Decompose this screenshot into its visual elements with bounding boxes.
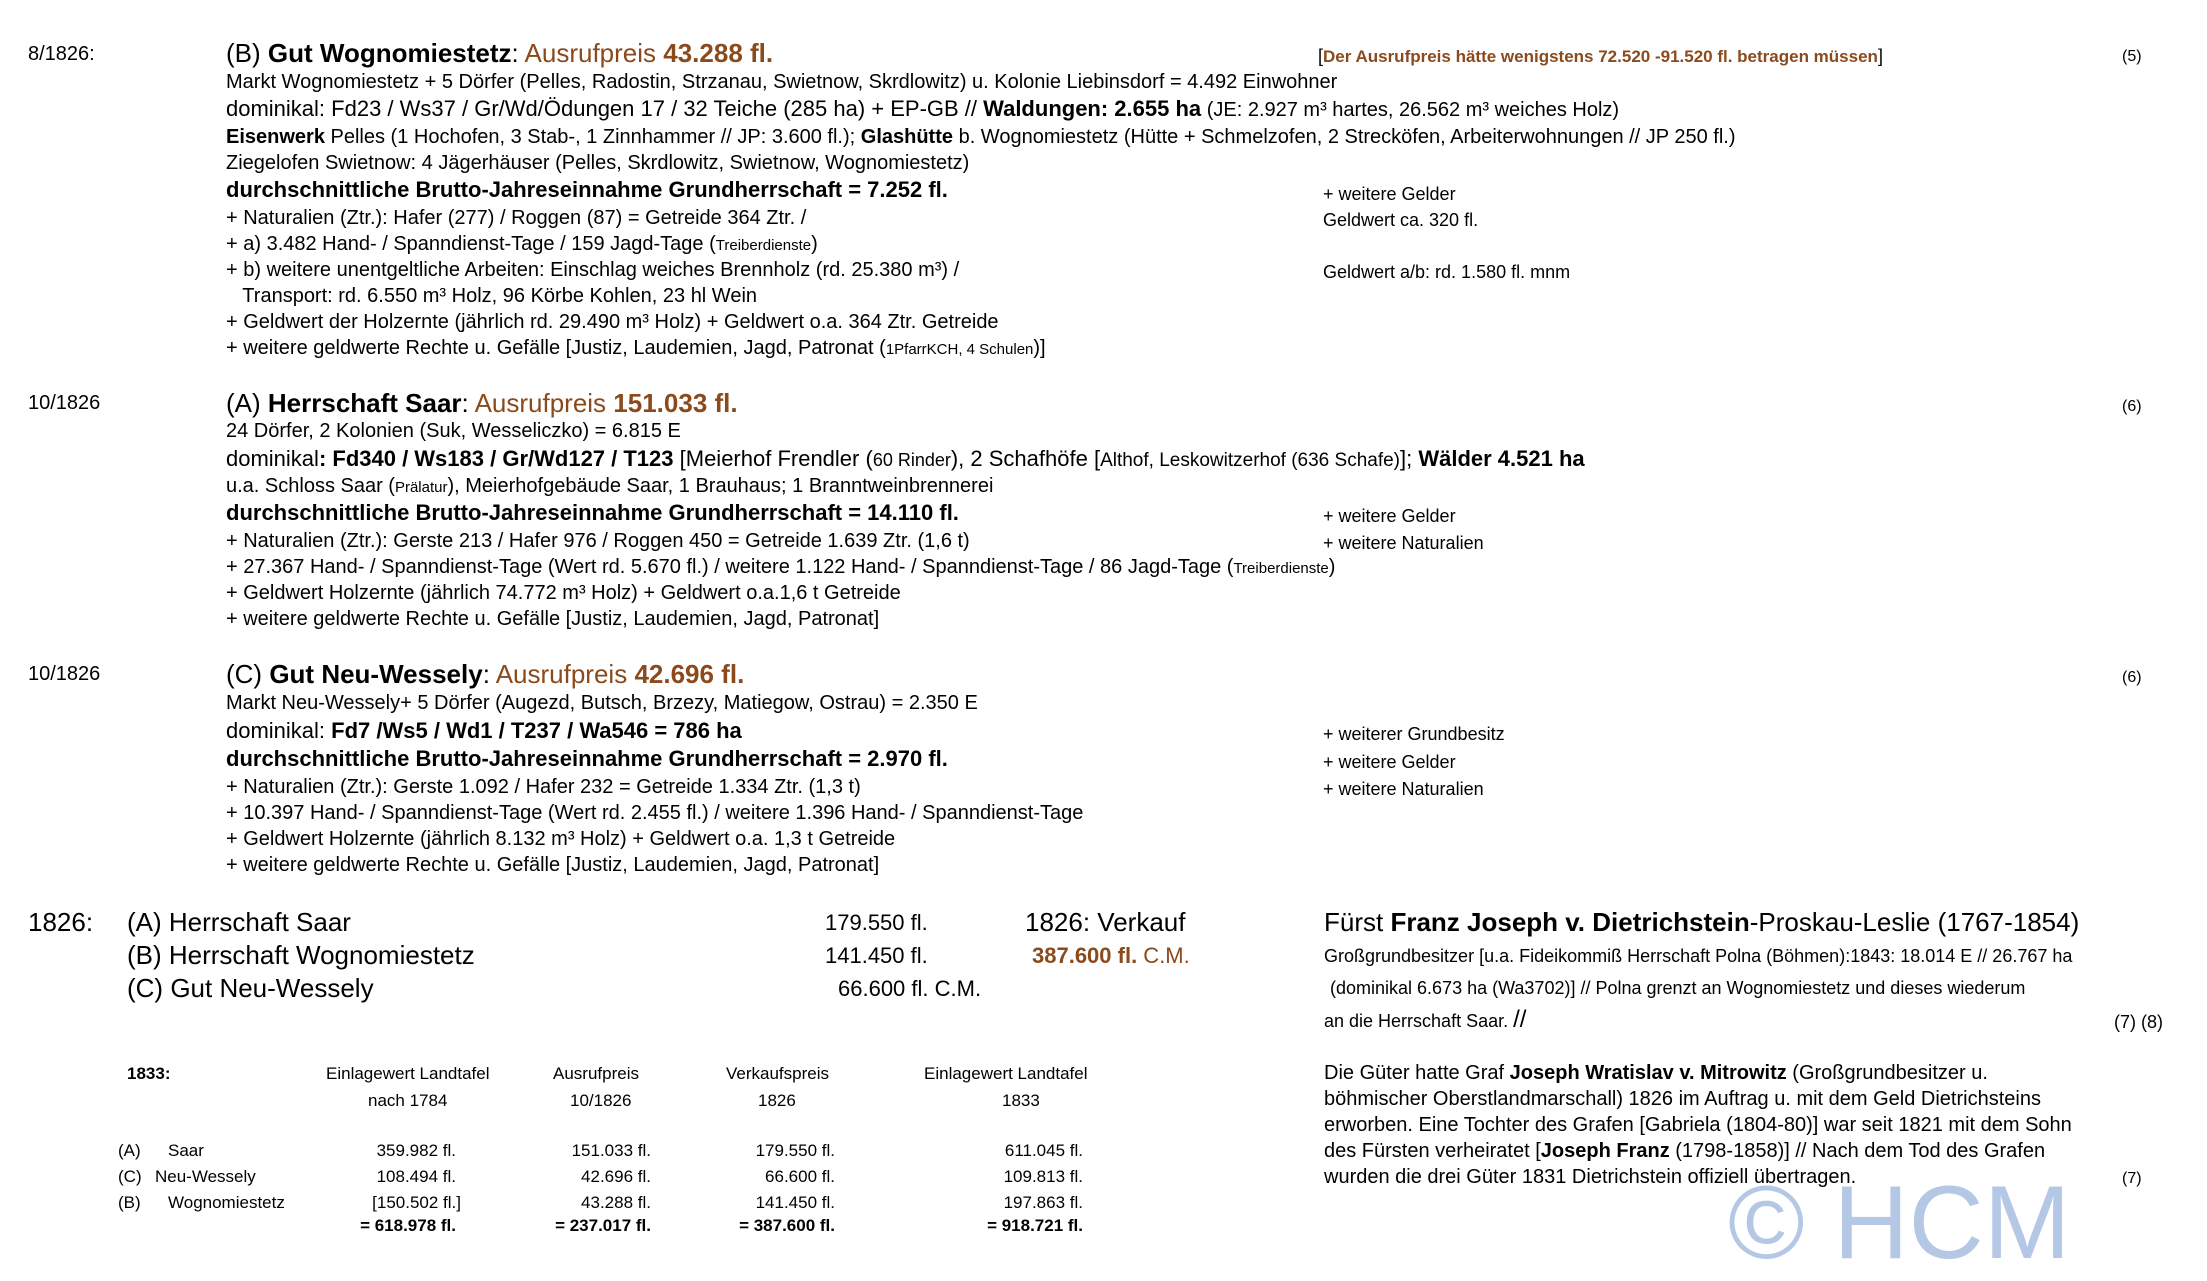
table-header: 1826 <box>758 1091 796 1110</box>
paragraph-line: des Fürsten verheiratet [Joseph Franz (1798-1858)] // Nach dem Tod des Grafen <box>1324 1140 2046 1162</box>
entry-title: (B) Gut Wognomiestetz: Ausrufpreis 43.288 fl. <box>226 38 774 68</box>
buyer-name: Fürst Franz Joseph v. Dietrichstein-Proskau-Leslie (1767-1854) <box>1324 907 2080 937</box>
table-row-name: Neu-Wessely <box>155 1167 256 1186</box>
summary-item: (C) Gut Neu-Wessely <box>127 973 374 1003</box>
table-cell: 42.696 fl. <box>581 1167 651 1186</box>
side-note: + weitere Gelder <box>1323 184 1456 204</box>
summary-year: 1826: <box>28 907 94 937</box>
entry-line: + Naturalien (Ztr.): Hafer (277) / Roggen (87) = Getreide 364 Ztr. / <box>226 207 807 229</box>
table-cell: 141.450 fl. <box>755 1193 835 1212</box>
side-note: + weitere Gelder <box>1323 506 1456 526</box>
footnote-ref: (7) (8) <box>2114 1012 2163 1032</box>
copyright-watermark: © HCM <box>1728 1165 2071 1281</box>
entry-line: 24 Dörfer, 2 Kolonien (Suk, Wesseliczko) = 6.815 E <box>226 420 681 442</box>
table-total: = 387.600 fl. <box>739 1216 835 1235</box>
table-header: Verkaufspreis <box>726 1064 829 1083</box>
entry-title: (A) Herrschaft Saar: Ausrufpreis 151.033 fl. <box>226 388 738 418</box>
table-header: Ausrufpreis <box>553 1064 639 1083</box>
entry-date: 8/1826: <box>28 43 95 65</box>
table-total: = 918.721 fl. <box>987 1216 1083 1235</box>
table-cell: 197.863 fl. <box>1003 1193 1083 1212</box>
price-note: [Der Ausrufpreis hätte wenigstens 72.520 -91.520 fl. betragen müssen] <box>1318 46 1883 66</box>
table-row-code: (C) <box>118 1167 142 1186</box>
entry-line: u.a. Schloss Saar (Prälatur), Meierhofgebäude Saar, 1 Brauhaus; 1 Branntweinbrennerei <box>226 475 994 497</box>
footnote-ref: (7) <box>2122 1170 2142 1187</box>
paragraph-line: böhmischer Oberstlandmarschall) 1826 im Auftrag u. mit dem Geld Dietrichsteins <box>1324 1088 2041 1110</box>
entry-line: + a) 3.482 Hand- / Spanndienst-Tage / 159 Jagd-Tage (Treiberdienste) <box>226 233 818 255</box>
entry-line: + Naturalien (Ztr.): Gerste 1.092 / Hafer 232 = Getreide 1.334 Ztr. (1,3 t) <box>226 776 861 798</box>
entry-income: durchschnittliche Brutto-Jahreseinnahme Grundherrschaft = 2.970 fl. <box>226 746 948 771</box>
table-total: = 618.978 fl. <box>360 1216 456 1235</box>
buyer-detail: an die Herrschaft Saar. // <box>1324 1006 1527 1033</box>
entry-line: Markt Neu-Wessely+ 5 Dörfer (Augezd, Butsch, Brzezy, Matiegow, Ostrau) = 2.350 E <box>226 692 978 714</box>
entry-line: + Naturalien (Ztr.): Gerste 213 / Hafer 976 / Roggen 450 = Getreide 1.639 Ztr. (1,6 t) <box>226 530 970 552</box>
entry-income: durchschnittliche Brutto-Jahreseinnahme Grundherrschaft = 14.110 fl. <box>226 500 959 525</box>
entry-line: dominikal: Fd340 / Ws183 / Gr/Wd127 / T123 [Meierhof Frendler (60 Rinder), 2 Schafhöfe [Althof, Leskowitzerhof (636 Schafe)]; Wälder 4.521 ha <box>226 446 1585 471</box>
entry-line: + Geldwert Holzernte (jährlich 8.132 m³ Holz) + Geldwert o.a. 1,3 t Getreide <box>226 828 896 850</box>
entry-line: Transport: rd. 6.550 m³ Holz, 96 Körbe Kohlen, 23 hl Wein <box>226 285 758 307</box>
table-cell: 43.288 fl. <box>581 1193 651 1212</box>
summary-item: (A) Herrschaft Saar <box>127 907 351 937</box>
summary-price: 141.450 fl. <box>825 943 928 968</box>
buyer-detail: Großgrundbesitzer [u.a. Fideikommiß Herrschaft Polna (Böhmen):1843: 18.014 E // 26.767 ha <box>1324 946 2073 966</box>
side-note: + weitere Gelder <box>1323 752 1456 772</box>
table-row-code: (B) <box>118 1193 141 1212</box>
table-header: Einlagewert Landtafel <box>326 1064 490 1083</box>
table-cell: 611.045 fl. <box>1004 1141 1083 1160</box>
table-header: 10/1826 <box>570 1091 632 1110</box>
entry-line: Eisenwerk Pelles (1 Hochofen, 3 Stab-, 1 Zinnhammer // JP: 3.600 fl.); Glashütte b. Wognomiestetz (Hütte + Schmelzofen, 2 Strecköfen, Arbeiterwohnungen // JP 250 fl.) <box>226 126 1736 148</box>
side-note: Geldwert ca. 320 fl. <box>1323 210 1479 230</box>
table-cell: 151.033 fl. <box>571 1141 651 1160</box>
entry-line: + Geldwert Holzernte (jährlich 74.772 m³ Holz) + Geldwert o.a.1,6 t Getreide <box>226 582 901 604</box>
footnote-ref: (5) <box>2122 48 2142 65</box>
entry-income: durchschnittliche Brutto-Jahreseinnahme Grundherrschaft = 7.252 fl. <box>226 177 948 202</box>
table-total: = 237.017 fl. <box>555 1216 651 1235</box>
entry-date: 10/1826 <box>28 663 101 685</box>
table-cell: 179.550 fl. <box>755 1141 835 1160</box>
summary-item: (B) Herrschaft Wognomiestetz <box>127 940 475 970</box>
table-cell: 109.813 fl. <box>1003 1167 1083 1186</box>
summary-price: 179.550 fl. <box>825 910 928 935</box>
summary-price: 66.600 fl. C.M. <box>838 976 982 1001</box>
table-row-name: Saar <box>168 1141 204 1160</box>
entry-line: + b) weitere unentgeltliche Arbeiten: Einschlag weiches Brennholz (rd. 25.380 m³) / <box>226 259 960 281</box>
table-row-name: Wognomiestetz <box>168 1193 285 1212</box>
entry-line: Ziegelofen Swietnow: 4 Jägerhäuser (Pelles, Skrdlowitz, Swietnow, Wognomiestetz) <box>226 152 970 174</box>
table-header: Einlagewert Landtafel <box>924 1064 1088 1083</box>
entry-line: + weitere geldwerte Rechte u. Gefälle [Justiz, Laudemien, Jagd, Patronat] <box>226 608 880 630</box>
side-note: + weiterer Grundbesitz <box>1323 724 1505 744</box>
side-note: + weitere Naturalien <box>1323 779 1484 799</box>
entry-line: + 27.367 Hand- / Spanndienst-Tage (Wert rd. 5.670 fl.) / weitere 1.122 Hand- / Spanndienst-Tage / 86 Jagd-Tage (Treiberdienste) <box>226 556 1336 578</box>
footnote-ref: (6) <box>2122 669 2142 686</box>
entry-line: Markt Wognomiestetz + 5 Dörfer (Pelles, Radostin, Strzanau, Swietnow, Skrdlowitz) u. Kolonie Liebinsdorf = 4.492 Einwohner <box>226 71 1338 93</box>
sale-total: 387.600 fl. C.M. <box>1032 943 1190 968</box>
entry-line: + 10.397 Hand- / Spanndienst-Tage (Wert rd. 2.455 fl.) / weitere 1.396 Hand- / Spanndienst-Tage <box>226 802 1084 824</box>
side-note: Geldwert a/b: rd. 1.580 fl. mnm <box>1323 262 1571 282</box>
table-cell: [150.502 fl.] <box>372 1193 461 1212</box>
table-year: 1833: <box>127 1064 171 1083</box>
entry-line: dominikal: Fd23 / Ws37 / Gr/Wd/Ödungen 17 / 32 Teiche (285 ha) + EP-GB // Waldungen: 2.655 ha (JE: 2.927 m³ hartes, 26.562 m³ weiches Holz) <box>226 96 1620 121</box>
paragraph-line: erworben. Eine Tochter des Grafen [Gabriela (1804-80)] war seit 1821 mit dem Sohn <box>1324 1114 2072 1136</box>
entry-line: + weitere geldwerte Rechte u. Gefälle [Justiz, Laudemien, Jagd, Patronat (1PfarrKCH, 4 Schulen)] <box>226 337 1046 359</box>
entry-line: + weitere geldwerte Rechte u. Gefälle [Justiz, Laudemien, Jagd, Patronat] <box>226 854 880 876</box>
entry-date: 10/1826 <box>28 392 101 414</box>
paragraph-line: Die Güter hatte Graf Joseph Wratislav v. Mitrowitz (Großgrundbesitzer u. <box>1324 1062 1988 1084</box>
table-cell: 359.982 fl. <box>376 1141 456 1160</box>
table-header: nach 1784 <box>368 1091 448 1110</box>
sale-label: 1826: Verkauf <box>1025 907 1186 937</box>
entry-title: (C) Gut Neu-Wessely: Ausrufpreis 42.696 fl. <box>226 659 745 689</box>
paragraph-line: wurden die drei Güter 1831 Dietrichstein offiziell übertragen. <box>1324 1166 1857 1188</box>
entry-line: + Geldwert der Holzernte (jährlich rd. 29.490 m³ Holz) + Geldwert o.a. 364 Ztr. Getreide <box>226 311 999 333</box>
table-cell: 108.494 fl. <box>376 1167 456 1186</box>
side-note: + weitere Naturalien <box>1323 533 1484 553</box>
table-header: 1833 <box>1002 1091 1040 1110</box>
footnote-ref: (6) <box>2122 398 2142 415</box>
entry-line: dominikal: Fd7 /Ws5 / Wd1 / T237 / Wa546 = 786 ha <box>226 718 742 743</box>
table-cell: 66.600 fl. <box>765 1167 835 1186</box>
table-row-code: (A) <box>118 1141 141 1160</box>
buyer-detail: (dominikal 6.673 ha (Wa3702)] // Polna grenzt an Wognomiestetz und dieses wiederum <box>1330 978 2026 998</box>
